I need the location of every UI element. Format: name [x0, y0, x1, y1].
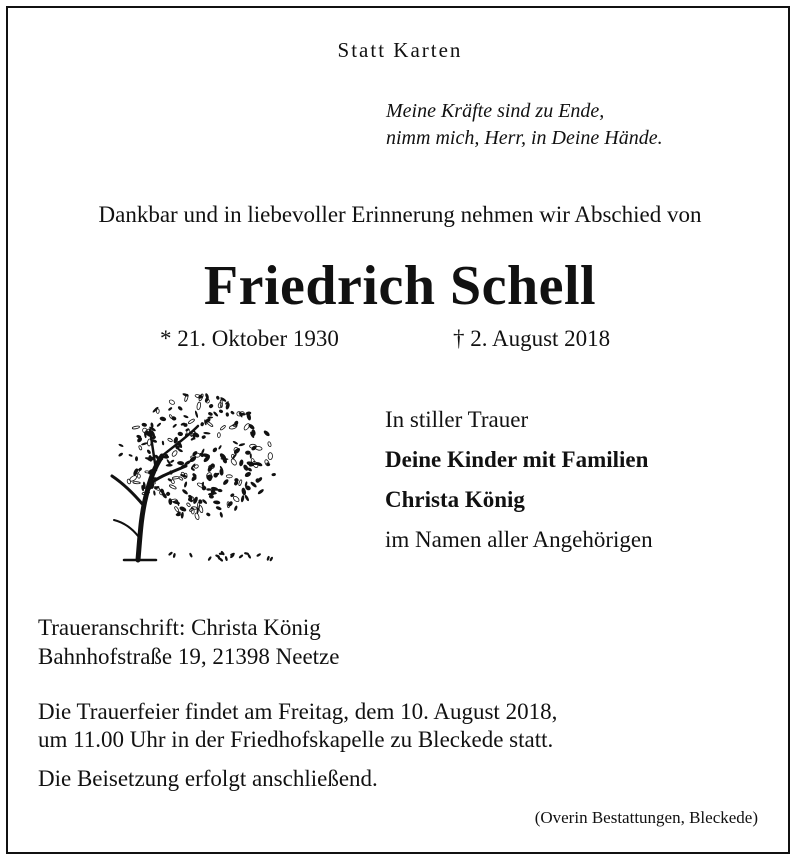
mourners-christa: Christa König	[385, 487, 525, 512]
mourners-block	[385, 400, 653, 560]
ceremony-line-2: um 11.00 Uhr in der Friedhofskapelle zu Bleckede statt.	[38, 727, 554, 752]
mourners-intro: In stiller Trauer	[385, 407, 529, 432]
death-date: † 2. August 2018	[453, 326, 611, 351]
undertaker-credit: (Overin Bestattungen, Bleckede)	[534, 808, 758, 827]
poem-line-1: Meine Kräfte sind zu Ende,	[386, 100, 605, 122]
header-statt-karten: Statt Karten	[337, 38, 463, 62]
mourners-relatives: im Namen aller Angehörigen	[385, 527, 653, 552]
ceremony-line-1: Die Trauerfeier findet am Freitag, dem 10. August 2018,	[38, 699, 558, 724]
mourners-children: Deine Kinder mit Familien	[385, 447, 649, 472]
obituary-frame	[6, 6, 790, 854]
farewell-intro: Dankbar und in liebevoller Erinnerung nehmen wir Abschied von	[98, 202, 702, 227]
poem-verse	[386, 98, 663, 152]
birth-date: * 21. Oktober 1930	[160, 326, 339, 351]
condolence-address	[38, 613, 339, 671]
address-line-2: Bahnhofstraße 19, 21398 Neetze	[38, 644, 340, 669]
poem-line-2: nimm mich, Herr, in Deine Hände.	[386, 127, 663, 149]
burial-info: Die Beisetzung erfolgt anschließend.	[38, 766, 378, 791]
ceremony-info	[38, 698, 557, 754]
tree-illustration-icon	[94, 376, 294, 571]
address-line-1: Traueranschrift: Christa König	[38, 615, 321, 640]
deceased-name: Friedrich Schell	[203, 255, 597, 317]
